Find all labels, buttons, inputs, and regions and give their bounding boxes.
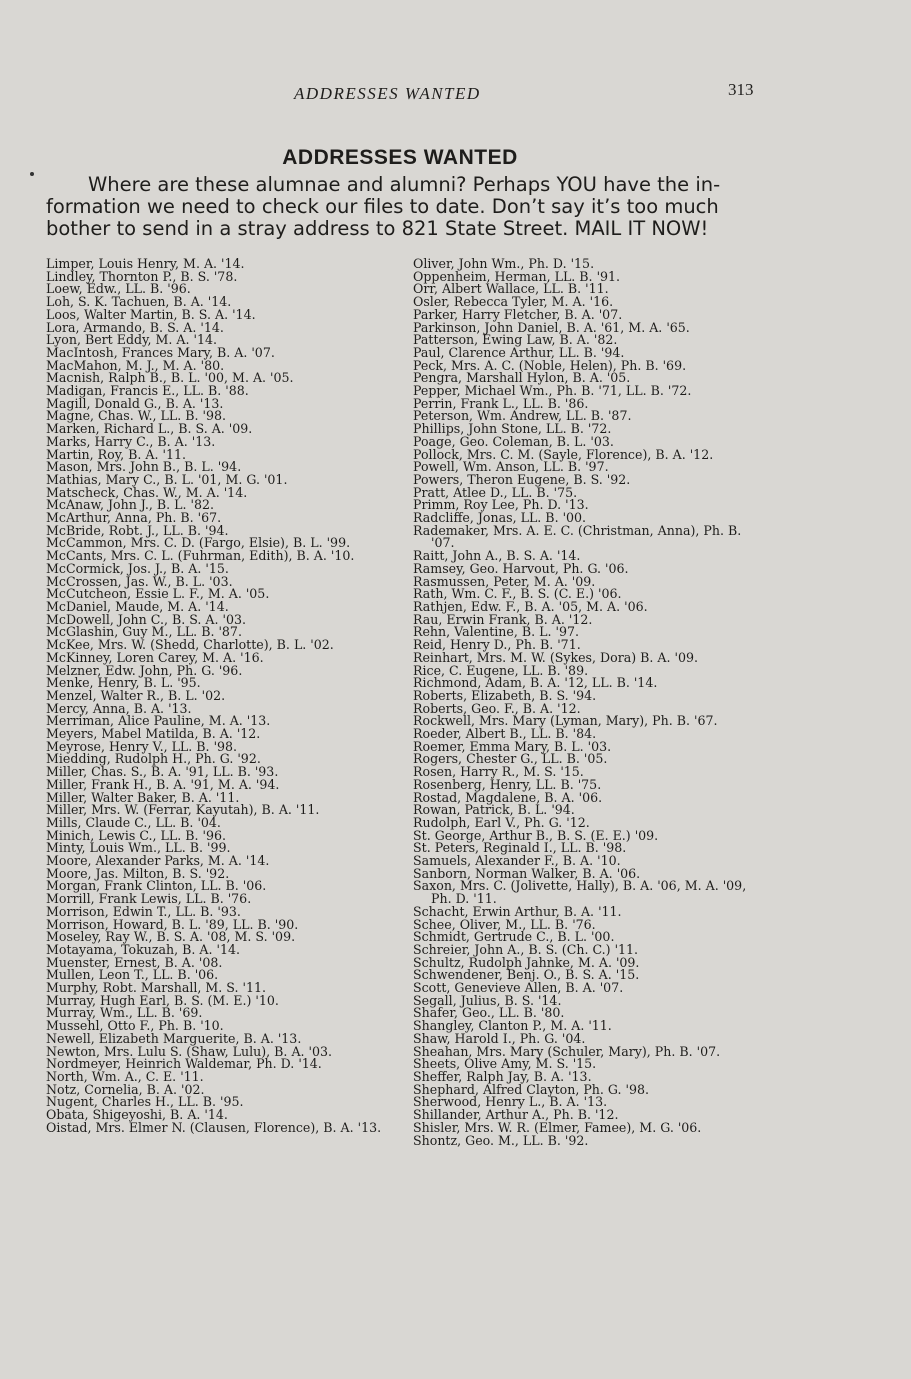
list-item: Schwendener, Benj. O., B. S. A. '15. bbox=[413, 967, 640, 983]
list-item: Muenster, Ernest, B. A. '08. bbox=[46, 954, 223, 970]
list-item: Peterson, Wm. Andrew, LL. B. '87. bbox=[413, 408, 632, 424]
list-item: MacIntosh, Frances Mary, B. A. '07. bbox=[46, 344, 275, 360]
list-item: Lyon, Bert Eddy, M. A. '14. bbox=[46, 332, 218, 348]
intro-line: formation we need to check our files to date. Don’t say it’s too much bbox=[46, 195, 719, 218]
list-item: Rowan, Patrick, B. L. '94. bbox=[413, 802, 575, 818]
list-item: Rice, C. Eugene, LL. B. '89. bbox=[413, 662, 589, 678]
list-item: Rau, Erwin Frank, B. A. '12. bbox=[413, 611, 593, 627]
list-item: Mullen, Leon T., LL. B. '06. bbox=[46, 967, 219, 983]
list-item: Lora, Armando, B. S. A. '14. bbox=[46, 319, 224, 335]
list-item: McDowell, John C., B. S. A. '03. bbox=[46, 611, 247, 627]
list-item: McArthur, Anna, Ph. B. '67. bbox=[46, 510, 222, 526]
list-item: Pepper, Michael Wm., Ph. B. '71, LL. B. '72. bbox=[413, 383, 692, 399]
list-item: Sheets, Olive Amy, M. S. '15. bbox=[413, 1056, 597, 1072]
list-item: Schreier, John A., B. S. (Ch. C.) '11. bbox=[413, 941, 639, 957]
list-item: Sanborn, Norman Walker, B. A. '06. bbox=[413, 865, 641, 881]
list-item: Madigan, Francis E., LL. B. '88. bbox=[46, 383, 249, 399]
list-item: Menzel, Walter R., B. L. '02. bbox=[46, 687, 226, 703]
list-item: Schmidt, Gertrude C., B. L. '00. bbox=[413, 929, 615, 945]
list-item: Rockwell, Mrs. Mary (Lyman, Mary), Ph. B. '67. bbox=[413, 713, 718, 729]
list-item: Morgan, Frank Clinton, LL. B. '06. bbox=[46, 878, 267, 894]
list-item: Mercy, Anna, B. A. '13. bbox=[46, 700, 192, 716]
list-item: Pratt, Atlee D., LL. B. '75. bbox=[413, 484, 578, 500]
list-item: Parker, Harry Fletcher, B. A. '07. bbox=[413, 306, 623, 322]
list-item: Perrin, Frank L., LL. B. '86. bbox=[413, 395, 589, 411]
list-item: Miller, Walter Baker, B. A. '11. bbox=[46, 789, 240, 805]
list-item: Minich, Lewis C., LL. B. '96. bbox=[46, 827, 227, 843]
list-item: Reid, Henry D., Ph. B. '71. bbox=[413, 637, 581, 653]
list-item: Morrison, Edwin T., LL. B. '93. bbox=[46, 903, 241, 919]
list-item: Morrison, Howard, B. L. '89, LL. B. '90. bbox=[46, 916, 299, 932]
list-item: North, Wm. A., C. E. '11. bbox=[46, 1069, 204, 1084]
list-item: Rath, Wm. C. F., B. S. (C. E.) '06. bbox=[413, 586, 622, 602]
list-item: McAnaw, John J., B. L. '82. bbox=[46, 497, 215, 513]
list-item: Pollock, Mrs. C. M. (Sayle, Florence), B. A. '12. bbox=[413, 446, 714, 462]
list-item: Roeder, Albert B., LL. B. '84. bbox=[413, 726, 597, 742]
list-item: Miller, Chas. S., B. A. '91, LL. B. '93. bbox=[46, 764, 279, 780]
list-item: Motayama, Tokuzah, B. A. '14. bbox=[46, 941, 240, 957]
list-item: Shillander, Arthur A., Ph. B. '12. bbox=[413, 1107, 619, 1123]
intro-paragraph bbox=[46, 174, 758, 240]
list-item: Reinhart, Mrs. M. W. (Sykes, Dora) B. A. '09. bbox=[413, 649, 699, 665]
list-item: Rathjen, Edw. F., B. A. '05, M. A. '06. bbox=[413, 598, 648, 614]
list-item: Richmond, Adam, B. A. '12, LL. B. '14. bbox=[413, 675, 658, 691]
list-item: Meyers, Mabel Matilda, B. A. '12. bbox=[46, 726, 261, 742]
list-item: Loos, Walter Martin, B. S. A. '14. bbox=[46, 306, 256, 322]
list-item: Rademaker, Mrs. A. E. C. (Christman, Anna), Ph. B. '07. bbox=[413, 522, 742, 551]
list-item: Samuels, Alexander F., B. A. '10. bbox=[413, 853, 621, 869]
page-heading: ADDRESSES WANTED bbox=[282, 146, 518, 169]
list-item: Parkinson, John Daniel, B. A. '61, M. A. '65. bbox=[413, 319, 690, 335]
list-item: Murray, Wm., LL. B. '69. bbox=[46, 1005, 203, 1021]
list-item: Marks, Harry C., B. A. '13. bbox=[46, 433, 216, 449]
list-item: Loh, S. K. Tachuen, B. A. '14. bbox=[46, 294, 232, 310]
list-item: Martin, Roy, B. A. '11. bbox=[46, 446, 186, 462]
list-item: Saxon, Mrs. C. (Jolivette, Hally), B. A. '06, M. A. '09, Ph. D. '11. bbox=[413, 878, 747, 907]
list-item: Sheffer, Ralph Jay, B. A. '13. bbox=[413, 1069, 592, 1084]
list-item: Radcliffe, Jonas, LL. B. '00. bbox=[413, 510, 587, 526]
list-item: St. Peters, Reginald I., LL. B. '98. bbox=[413, 840, 627, 856]
list-item: Murray, Hugh Earl, B. S. (M. E.) '10. bbox=[46, 992, 279, 1008]
list-item: Minty, Louis Wm., LL. B. '99. bbox=[46, 840, 231, 856]
list-item: Mussehl, Otto F., Ph. B. '10. bbox=[46, 1018, 224, 1034]
list-item: Loew, Edw., LL. B. '96. bbox=[46, 281, 191, 297]
list-item: Moore, Alexander Parks, M. A. '14. bbox=[46, 853, 270, 869]
list-item: St. George, Arthur B., B. S. (E. E.) '09. bbox=[413, 827, 659, 843]
list-item: Roberts, Elizabeth, B. S. '94. bbox=[413, 687, 597, 703]
list-item: Meyrose, Henry V., LL. B. '98. bbox=[46, 738, 238, 754]
stray-dot bbox=[30, 172, 34, 176]
list-item: Murphy, Robt. Marshall, M. S. '11. bbox=[46, 980, 266, 996]
list-item: Nugent, Charles H., LL. B. '95. bbox=[46, 1094, 244, 1110]
list-item: Shangley, Clanton P., M. A. '11. bbox=[413, 1018, 612, 1034]
list-item: Rehn, Valentine, B. L. '97. bbox=[413, 624, 579, 640]
list-item: Magne, Chas. W., LL. B. '98. bbox=[46, 408, 226, 424]
list-item: Raitt, John A., B. S. A. '14. bbox=[413, 548, 581, 564]
list-item: Rosen, Harry R., M. S. '15. bbox=[413, 764, 584, 780]
list-item: Rogers, Chester G., LL. B. '05. bbox=[413, 751, 608, 767]
list-item: Notz, Cornelia, B. A. '02. bbox=[46, 1081, 205, 1097]
running-head bbox=[0, 80, 911, 104]
list-item: Shafer, Geo., LL. B. '80. bbox=[413, 1005, 565, 1021]
list-item: Oppenheim, Herman, LL. B. '91. bbox=[413, 268, 621, 284]
list-item: Shontz, Geo. M., LL. B. '92. bbox=[413, 1132, 589, 1148]
list-item: Sheahan, Mrs. Mary (Schuler, Mary), Ph. B. '07. bbox=[413, 1043, 721, 1059]
list-item: Macnish, Ralph B., B. L. '00, M. A. '05. bbox=[46, 370, 294, 386]
list-item: Matscheck, Chas. W., M. A. '14. bbox=[46, 484, 248, 500]
list-item: Magill, Donald G., B. A. '13. bbox=[46, 395, 224, 411]
list-item: Paul, Clarence Arthur, LL. B. '94. bbox=[413, 344, 625, 360]
list-item: Roemer, Emma Mary, B. L. '03. bbox=[413, 738, 612, 754]
list-item: Miedding, Rudolph H., Ph. G. '92. bbox=[46, 751, 261, 767]
list-item: Oliver, John Wm., Ph. D. '15. bbox=[413, 256, 595, 271]
list-item: McBride, Robt. J., LL. B. '94. bbox=[46, 522, 229, 538]
list-item: Oistad, Mrs. Elmer N. (Clausen, Florence), B. A. '13. bbox=[46, 1119, 382, 1135]
list-item: Morrill, Frank Lewis, LL. B. '76. bbox=[46, 891, 252, 907]
list-item: MacMahon, M. J., M. A. '80. bbox=[46, 357, 225, 373]
list-item: McCants, Mrs. C. L. (Fuhrman, Edith), B. A. '10. bbox=[46, 548, 355, 564]
right-column-list bbox=[413, 258, 765, 1147]
list-item: Menke, Henry, B. L. '95. bbox=[46, 675, 201, 691]
list-item: Merriman, Alice Pauline, M. A. '13. bbox=[46, 713, 271, 729]
list-item: Miller, Frank H., B. A. '91, M. A. '94. bbox=[46, 776, 280, 792]
list-item: Sherwood, Henry L., B. A. '13. bbox=[413, 1094, 608, 1110]
page-number: 313 bbox=[728, 80, 754, 99]
list-item: Primm, Roy Lee, Ph. D. '13. bbox=[413, 497, 589, 513]
list-item: McCormick, Jos. J., B. A. '15. bbox=[46, 560, 229, 576]
list-item: Ramsey, Geo. Harvout, Ph. G. '06. bbox=[413, 560, 629, 576]
list-item: Mills, Claude C., LL. B. '04. bbox=[46, 814, 221, 830]
list-item: Patterson, Ewing Law, B. A. '82. bbox=[413, 332, 618, 348]
list-item: Powers, Theron Eugene, B. S. '92. bbox=[413, 471, 631, 487]
list-item: Obata, Shigeyoshi, B. A. '14. bbox=[46, 1107, 228, 1123]
list-item: Rosenberg, Henry, LL. B. '75. bbox=[413, 776, 602, 792]
list-item: Moseley, Ray W., B. S. A. '08, M. S. '09. bbox=[46, 929, 296, 945]
list-item: McDaniel, Maude, M. A. '14. bbox=[46, 598, 229, 614]
list-item: Miller, Mrs. W. (Ferrar, Kayutah), B. A. '11. bbox=[46, 802, 320, 818]
list-item: Moore, Jas. Milton, B. S. '92. bbox=[46, 865, 230, 881]
list-item: Schee, Oliver, M., LL. B. '76. bbox=[413, 916, 596, 932]
list-item: Poage, Geo. Coleman, B. L. '03. bbox=[413, 433, 614, 449]
list-item: Newton, Mrs. Lulu S. (Shaw, Lulu), B. A. '03. bbox=[46, 1043, 333, 1059]
list-item: Shisler, Mrs. W. R. (Elmer, Famee), M. G. '06. bbox=[413, 1119, 702, 1135]
list-item: Powell, Wm. Anson, LL. B. '97. bbox=[413, 459, 609, 475]
list-item: Limper, Louis Henry, M. A. '14. bbox=[46, 256, 245, 271]
list-item: Rostad, Magdalene, B. A. '06. bbox=[413, 789, 603, 805]
list-item: Nordmeyer, Heinrich Waldemar, Ph. D. '14. bbox=[46, 1056, 322, 1072]
list-item: Shaw, Harold I., Ph. G. '04. bbox=[413, 1030, 586, 1046]
list-item: Peck, Mrs. A. C. (Noble, Helen), Ph. B. '69. bbox=[413, 357, 687, 373]
list-item: Rasmussen, Peter, M. A. '09. bbox=[413, 573, 596, 589]
list-item: Osler, Rebecca Tyler, M. A. '16. bbox=[413, 294, 614, 310]
list-item: McCammon, Mrs. C. D. (Fargo, Elsie), B. L. '99. bbox=[46, 535, 351, 551]
list-item: McKinney, Loren Carey, M. A. '16. bbox=[46, 649, 264, 665]
list-item: Phillips, John Stone, LL. B. '72. bbox=[413, 421, 612, 437]
list-item: McGlashin, Guy M., LL. B. '87. bbox=[46, 624, 242, 640]
running-title: ADDRESSES WANTED bbox=[294, 84, 481, 103]
list-item: Schultz, Rudolph Jahnke, M. A. '09. bbox=[413, 954, 640, 970]
left-column-list bbox=[46, 258, 398, 1135]
list-item: Melzner, Edw. John, Ph. G. '96. bbox=[46, 662, 243, 678]
list-item: Schacht, Erwin Arthur, B. A. '11. bbox=[413, 903, 622, 919]
list-item: Pengra, Marshall Hylon, B. A. '05. bbox=[413, 370, 631, 386]
list-item: Newell, Elizabeth Marguerite, B. A. '13. bbox=[46, 1030, 302, 1046]
list-item: Mathias, Mary C., B. L. '01, M. G. '01. bbox=[46, 471, 288, 487]
list-item: Shephard, Alfred Clayton, Ph. G. '98. bbox=[413, 1081, 650, 1097]
list-item: Marken, Richard L., B. S. A. '09. bbox=[46, 421, 253, 437]
intro-line: bother to send in a stray address to 821 State Street. MAIL IT NOW! bbox=[46, 217, 709, 240]
list-item: McKee, Mrs. W. (Shedd, Charlotte), B. L. '02. bbox=[46, 637, 334, 653]
list-item: Rudolph, Earl V., Ph. G. '12. bbox=[413, 814, 590, 830]
list-item: Mason, Mrs. John B., B. L. '94. bbox=[46, 459, 242, 475]
list-item: Roberts, Geo. F., B. A. '12. bbox=[413, 700, 581, 716]
list-item: Orr, Albert Wallace, LL. B. '11. bbox=[413, 281, 609, 297]
list-item: Segall, Julius, B. S. '14. bbox=[413, 992, 562, 1008]
list-item: Lindley, Thornton P., B. S. '78. bbox=[46, 268, 238, 284]
intro-line: Where are these alumnae and alumni? Perhaps YOU have the in- bbox=[88, 173, 721, 196]
list-item: Scott, Genevieve Allen, B. A. '07. bbox=[413, 980, 624, 996]
list-item: McCutcheon, Essie L. F., M. A. '05. bbox=[46, 586, 270, 602]
list-item: McCrossen, Jas. W., B. L. '03. bbox=[46, 573, 233, 589]
